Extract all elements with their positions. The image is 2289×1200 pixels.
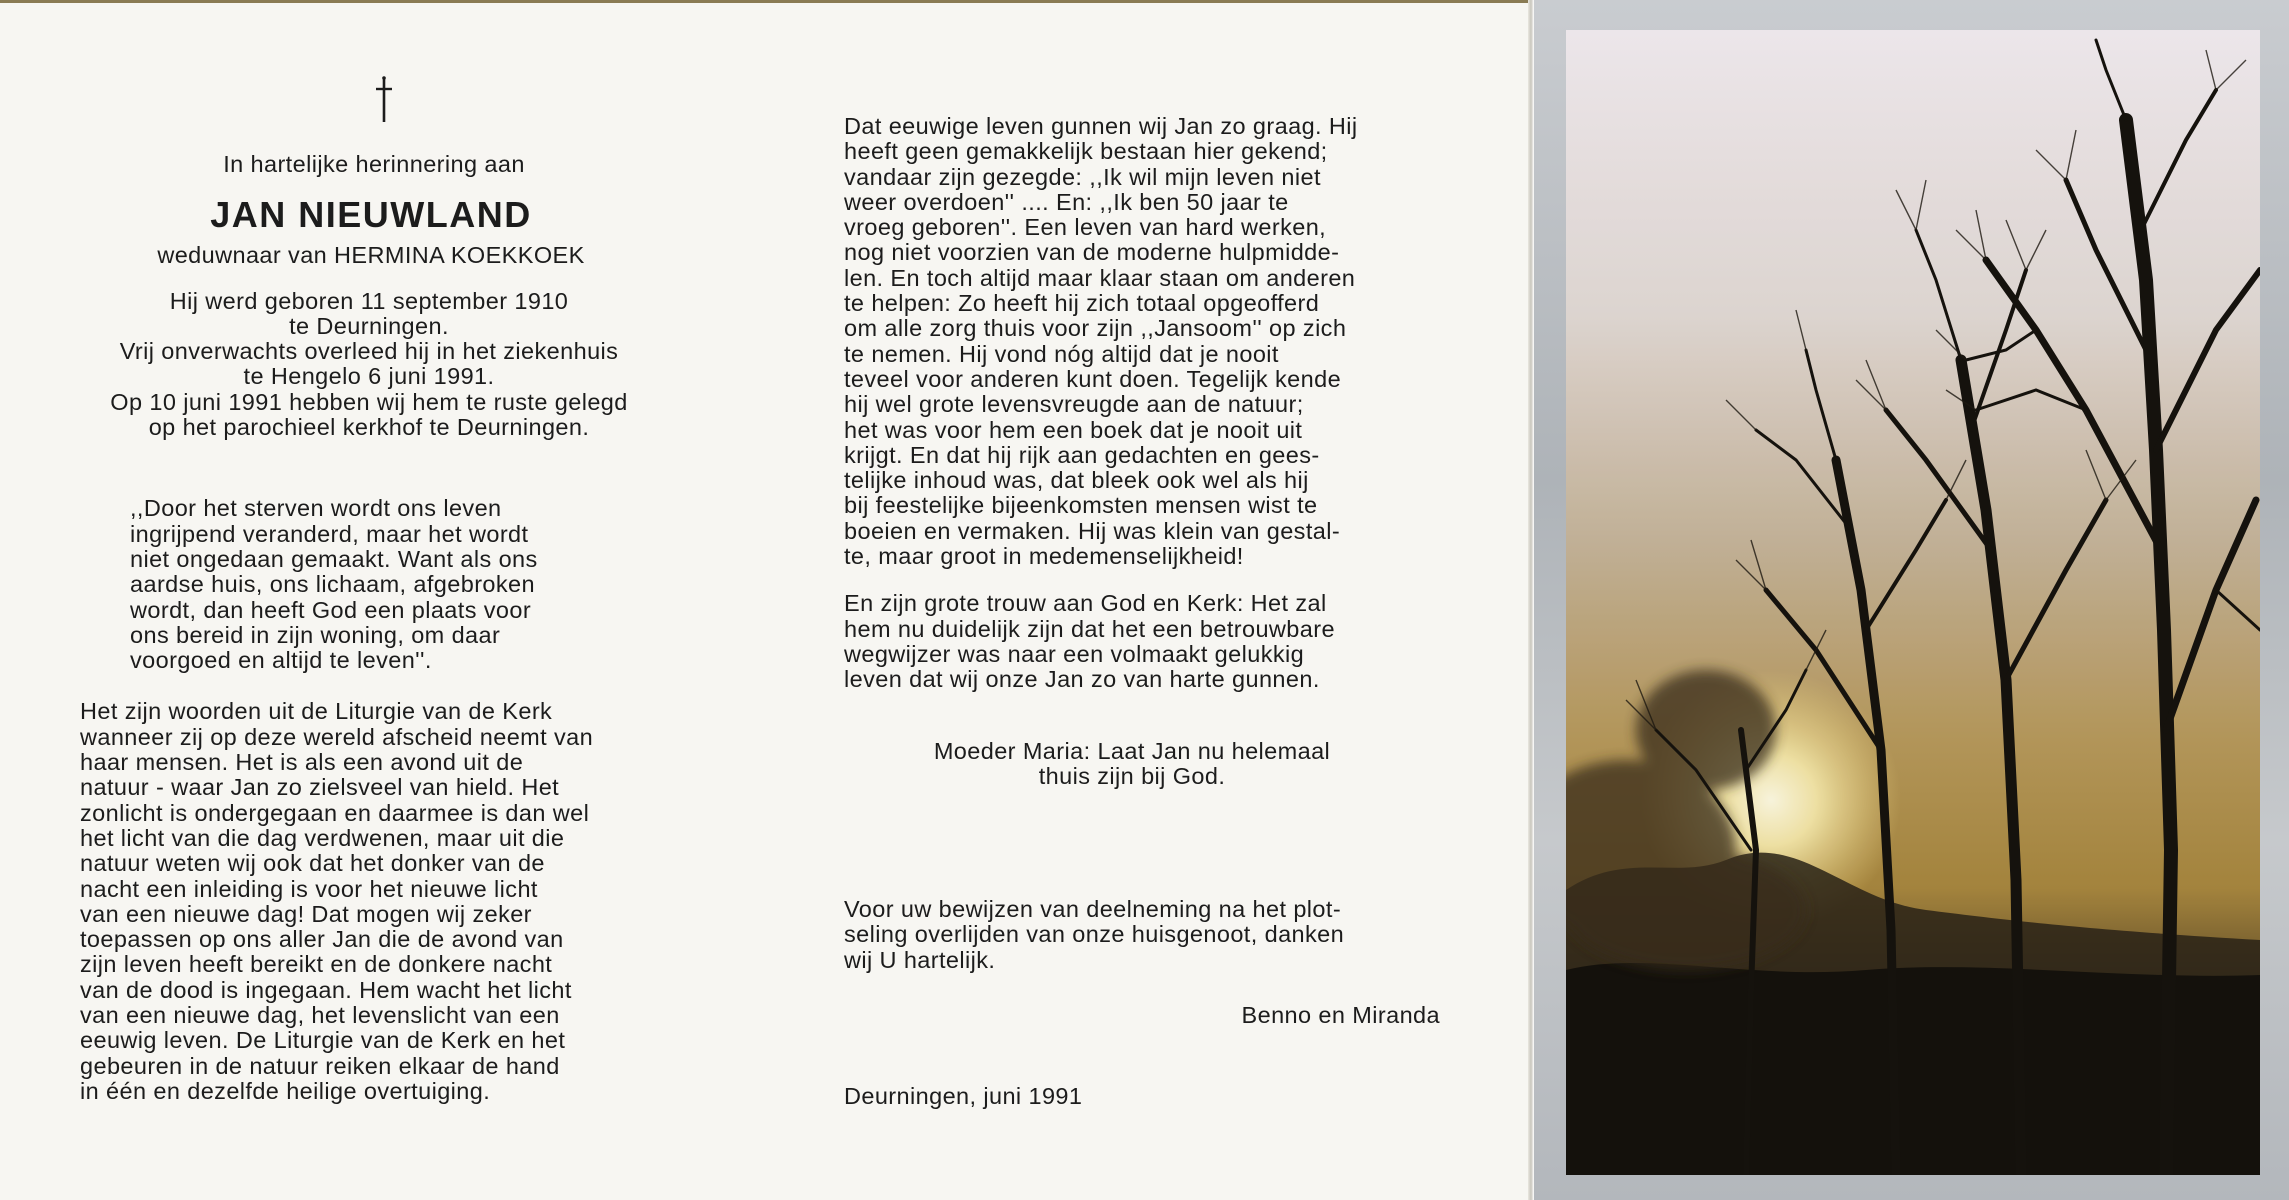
quote-line: aardse huis, ons lichaam, afgebroken bbox=[130, 571, 535, 598]
prayer-line: thuis zijn bij God. bbox=[1038, 762, 1226, 789]
paragraph-line: Dat eeuwige leven gunnen wij Jan zo graag. Hij bbox=[844, 113, 1358, 139]
paragraph-line: heeft geen gemakkelijk bestaan hier gekend; bbox=[844, 138, 1328, 165]
bio-line: Op 10 juni 1991 hebben wij hem te ruste gelegd bbox=[110, 388, 628, 415]
paragraph-line: natuur - waar Jan zo zielsveel van hield. Het bbox=[80, 774, 560, 801]
deceased-name: JAN NIEUWLAND bbox=[210, 194, 532, 236]
paragraph-line: eeuwig leven. De Liturgie van de Kerk en het bbox=[80, 1027, 566, 1054]
intro-text: In hartelijke herinnering aan bbox=[223, 151, 525, 177]
paragraph-line: nog niet voorzien van de moderne hulpmidde- bbox=[844, 239, 1340, 266]
liturgy-paragraph bbox=[80, 699, 676, 1104]
paragraph-line: bij feestelijke bijeenkomsten mensen wist te bbox=[844, 492, 1318, 519]
paragraph-line: len. En toch altijd maar klaar staan om anderen bbox=[844, 264, 1356, 291]
quote-line: ingrijpend veranderd, maar het wordt bbox=[130, 520, 529, 547]
paragraph-line: hem nu duidelijk zijn dat het een betrouwbare bbox=[844, 615, 1335, 642]
paragraph-line: toepassen op ons aller Jan die de avond van bbox=[80, 926, 564, 953]
paragraph-line: wegwijzer was naar een volmaakt gelukkig bbox=[844, 640, 1305, 667]
life-paragraph bbox=[844, 114, 1440, 569]
liturgy-quote bbox=[130, 496, 614, 673]
paragraph-line: van een nieuwe dag, het levenslicht van een bbox=[80, 1002, 560, 1029]
prayer-block bbox=[824, 739, 1440, 790]
thanks-paragraph bbox=[844, 897, 1440, 973]
middle-panel bbox=[844, 114, 1440, 1110]
paragraph-line: wanneer zij op deze wereld afscheid neemt van bbox=[80, 723, 594, 750]
paragraph-line: te helpen: Zo heeft hij zich totaal opgeofferd bbox=[844, 290, 1320, 317]
paragraph-line: telijke inhoud was, dat bleek ook wel als hij bbox=[844, 467, 1309, 494]
paragraph-line: krijgt. En dat hij rijk aan gedachten en gees- bbox=[844, 441, 1320, 468]
paragraph-line: natuur weten wij ook dat het donker van de bbox=[80, 850, 545, 877]
paragraph-line: vandaar zijn gezegde: ,,Ik wil mijn leven niet bbox=[844, 163, 1321, 190]
place-date: Deurningen, juni 1991 bbox=[844, 1083, 1083, 1110]
quote-line: ons bereid in zijn woning, om daar bbox=[130, 621, 501, 648]
bio-block bbox=[104, 289, 634, 441]
bio-line: Vrij onverwachts overleed hij in het ziekenhuis bbox=[119, 338, 619, 365]
paragraph-line: gebeuren in de natuur reiken elkaar de hand bbox=[80, 1052, 560, 1079]
paragraph-line: boeien en vermaken. Hij was klein van gestal- bbox=[844, 517, 1341, 544]
paragraph-line: het was voor hem een boek dat je nooit uit bbox=[844, 416, 1303, 443]
quote-line: ,,Door het sterven wordt ons leven bbox=[130, 495, 502, 522]
paragraph-line: En zijn grote trouw aan God en Kerk: Het zal bbox=[844, 590, 1327, 617]
bio-line: te Hengelo 6 juni 1991. bbox=[243, 363, 495, 390]
paragraph-line: te nemen. Hij vond nóg altijd dat je nooit bbox=[844, 340, 1279, 367]
paragraph-line: hij wel grote levensvreugde aan de natuur; bbox=[844, 391, 1304, 418]
paragraph-line: vroeg geboren''. Een leven van hard werken, bbox=[844, 214, 1327, 241]
widower-text: weduwnaar van HERMINA KOEKKOEK bbox=[157, 242, 585, 269]
thanks-line: wij U hartelijk. bbox=[844, 946, 996, 973]
paragraph-line: nacht een inleiding is voor het nieuwe licht bbox=[80, 875, 538, 902]
paragraph-line: Het zijn woorden uit de Liturgie van de Kerk bbox=[80, 698, 553, 725]
bio-line: op het parochieel kerkhof te Deurningen. bbox=[148, 414, 590, 441]
quote-line: niet ongedaan gemaakt. Want als ons bbox=[130, 545, 538, 572]
quote-line: voorgoed en altijd te leven''. bbox=[130, 647, 432, 674]
paragraph-line: weer overdoen'' .... En: ,,Ik ben 50 jaar te bbox=[844, 188, 1289, 215]
paragraph-line: leven dat wij onze Jan zo van harte gunnen. bbox=[844, 666, 1320, 693]
faith-paragraph bbox=[844, 591, 1440, 692]
prayer-line: Moeder Maria: Laat Jan nu helemaal bbox=[933, 737, 1331, 764]
paragraph-line: het licht van die dag verdwenen, maar uit die bbox=[80, 824, 565, 851]
sunset-trees-photo bbox=[1566, 30, 2260, 1175]
paragraph-line: van een nieuwe dag! Dat mogen wij zeker bbox=[80, 900, 532, 927]
thanks-line: Voor uw bewijzen van deelneming na het plot- bbox=[844, 896, 1342, 923]
top-border bbox=[0, 0, 1530, 3]
paragraph-line: te, maar groot in medemenselijkheid! bbox=[844, 543, 1244, 570]
paragraph-line: zonlicht is ondergegaan en daarmee is dan wel bbox=[80, 799, 590, 826]
thanks-line: seling overlijden van onze huisgenoot, danken bbox=[844, 921, 1345, 948]
signature: Benno en Miranda bbox=[1241, 1002, 1440, 1029]
left-panel bbox=[80, 70, 634, 1104]
paragraph-line: om alle zorg thuis voor zijn ,,Jansoom'' op zich bbox=[844, 315, 1347, 342]
paragraph-line: zijn leven heeft bereikt en de donkere nacht bbox=[80, 951, 553, 978]
paragraph-line: haar mensen. Het is als een avond uit de bbox=[80, 749, 524, 776]
bio-line: Hij werd geboren 11 september 1910 bbox=[169, 287, 569, 314]
quote-line: wordt, dan heeft God een plaats voor bbox=[130, 596, 532, 623]
paragraph-line: in één en dezelfde heilige overtuiging. bbox=[80, 1077, 491, 1104]
paragraph-line: van de dood is ingegaan. Hem wacht het licht bbox=[80, 976, 572, 1003]
paragraph-line: teveel voor anderen kunt doen. Tegelijk kende bbox=[844, 365, 1342, 392]
bio-line: te Deurningen. bbox=[289, 312, 449, 339]
